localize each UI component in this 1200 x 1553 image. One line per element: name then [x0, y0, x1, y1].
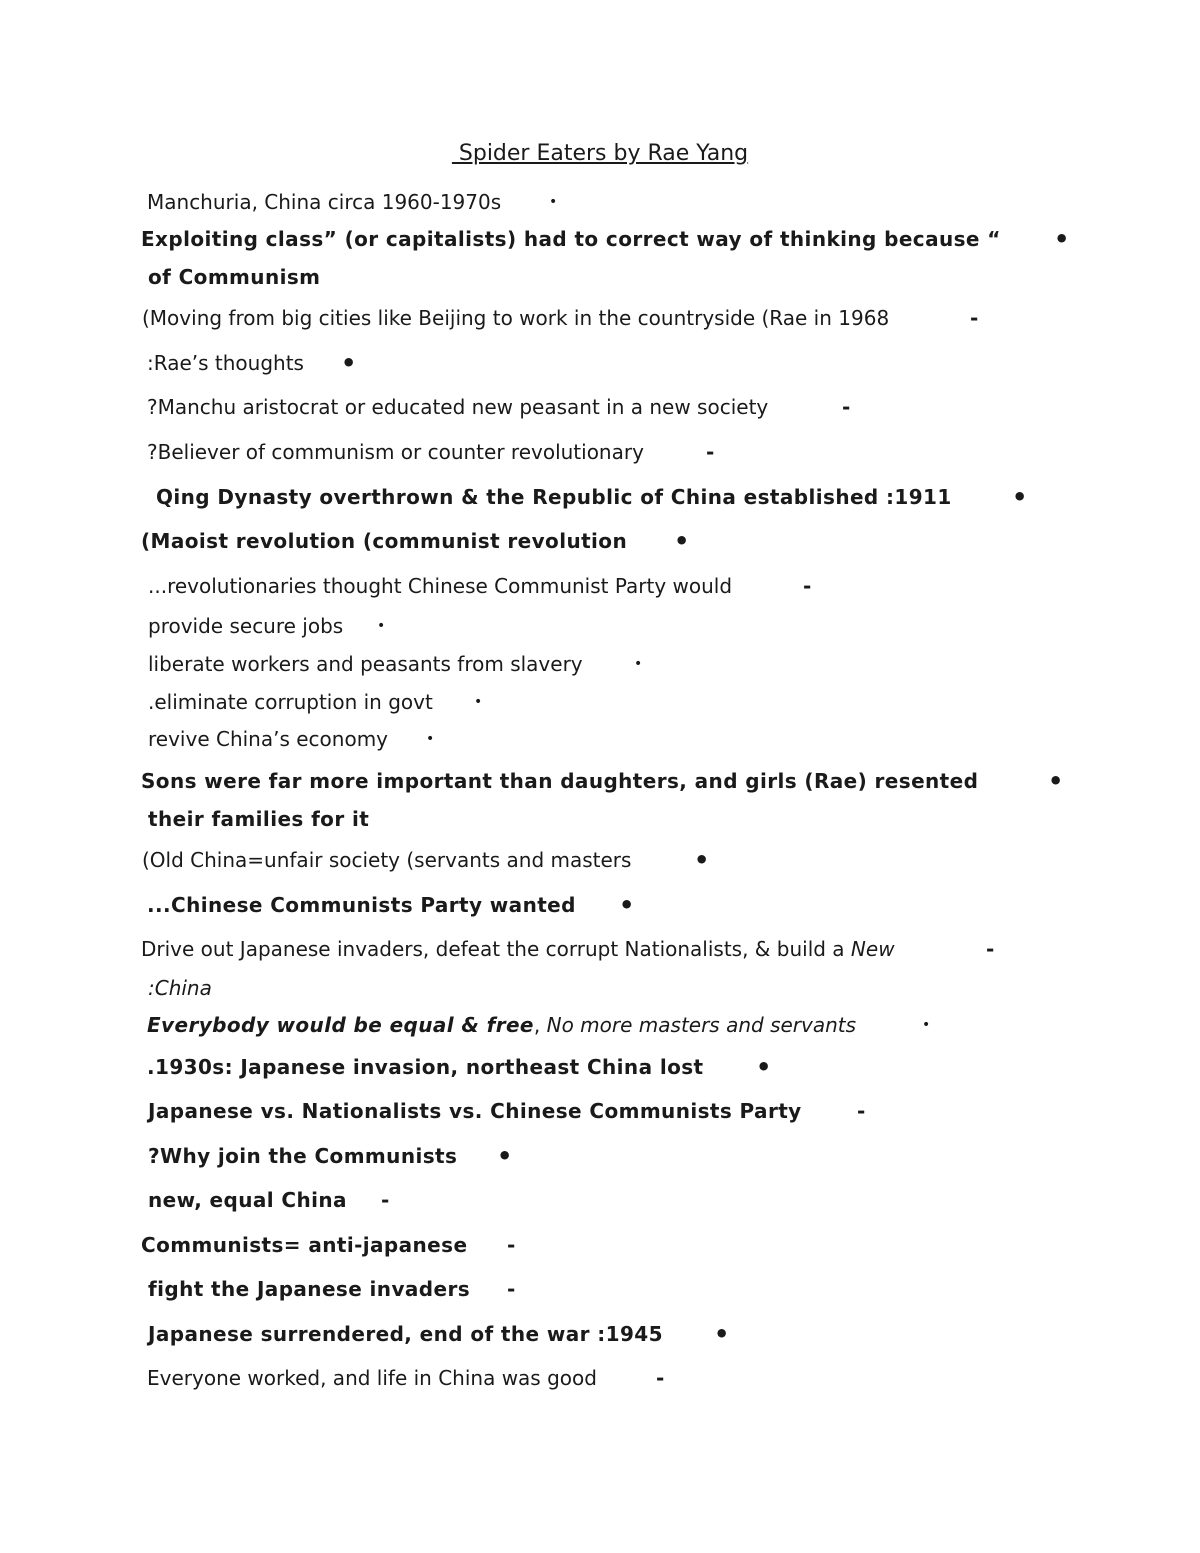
bullet-marker: •: [619, 891, 635, 919]
text-line: fight the Japanese invaders: [148, 1277, 471, 1301]
dash-marker: -: [986, 937, 995, 961]
text-line: Japanese vs. Nationalists vs. Chinese Communists Party: [148, 1099, 802, 1123]
dash-marker: -: [381, 1188, 390, 1212]
text-line: .1930s: Japanese invasion, northeast China lost: [147, 1055, 704, 1079]
bullet-marker: •: [1012, 483, 1028, 511]
text-line: ...revolutionaries thought Chinese Communist Party would: [148, 574, 733, 598]
text-line: :China: [148, 976, 212, 1000]
dash-marker: -: [656, 1366, 665, 1390]
bullet-marker: •: [474, 694, 483, 710]
text-line: Everyone worked, and life in China was good: [147, 1366, 597, 1390]
bullet-marker: •: [497, 1142, 513, 1170]
text-segment: ,: [533, 1013, 547, 1037]
text-line: Communists= anti-japanese: [141, 1233, 468, 1257]
bullet-marker: •: [922, 1017, 931, 1033]
text-line: (Old China=unfair society (servants and masters: [142, 848, 632, 872]
text-line: Exploiting class” (or capitalists) had to correct way of thinking because “: [141, 227, 1001, 251]
text-line: ?Believer of communism or counter revolutionary: [147, 440, 644, 464]
text-line: new, equal China: [148, 1188, 347, 1212]
text-line: revive China’s economy: [148, 727, 389, 751]
bullet-marker: •: [1054, 225, 1070, 253]
bullet-marker: •: [634, 656, 643, 672]
bullet-marker: •: [341, 349, 357, 377]
bullet-marker: •: [377, 618, 386, 634]
dash-marker: -: [857, 1099, 866, 1123]
text-line: provide secure jobs: [148, 614, 344, 638]
dash-marker: -: [803, 574, 812, 598]
text-line: [147, 1012, 856, 1038]
dash-marker: -: [706, 440, 715, 464]
text-line: (Moving from big cities like Beijing to work in the countryside (Rae in 1968: [142, 306, 890, 330]
text-line: .eliminate corruption in govt: [148, 690, 433, 714]
dash-marker: -: [507, 1233, 516, 1257]
text-line: (Maoist revolution (communist revolution: [141, 529, 628, 553]
bullet-marker: •: [694, 846, 710, 874]
text-line: liberate workers and peasants from slavery: [148, 652, 583, 676]
document-title: Spider Eaters by Rae Yang: [451, 141, 749, 166]
text-line: Sons were far more important than daughters, and girls (Rae) resented: [141, 769, 979, 793]
bullet-marker: •: [549, 194, 558, 210]
bullet-marker: •: [674, 527, 690, 555]
bullet-marker: •: [714, 1320, 730, 1348]
bullet-marker: •: [426, 731, 435, 747]
dash-marker: -: [507, 1277, 516, 1301]
text-line: :Rae’s thoughts: [147, 351, 304, 375]
text-line: their families for it: [148, 807, 370, 831]
dash-marker: -: [970, 306, 979, 330]
text-line: of Communism: [148, 265, 321, 289]
text-line: Manchuria, China circa 1960-1970s: [147, 190, 502, 214]
dash-marker: -: [842, 395, 851, 419]
emphasis-text: New: [850, 937, 895, 961]
text-line: ...Chinese Communists Party wanted: [147, 893, 576, 917]
emphasis-text: No more masters and servants: [546, 1013, 857, 1037]
bullet-marker: •: [1048, 767, 1064, 795]
text-line: ?Why join the Communists: [148, 1144, 458, 1168]
text-segment: Drive out Japanese invaders, defeat the corrupt Nationalists, & build a: [141, 937, 851, 961]
emphasis-text: Everybody would be equal & free: [147, 1013, 534, 1037]
text-line: ?Manchu aristocrat or educated new peasant in a new society: [147, 395, 769, 419]
text-line: Japanese surrendered, end of the war :1945: [148, 1322, 663, 1346]
text-line: [141, 936, 895, 962]
bullet-marker: •: [756, 1053, 772, 1081]
text-line: Qing Dynasty overthrown & the Republic of China established :1911: [156, 485, 952, 509]
